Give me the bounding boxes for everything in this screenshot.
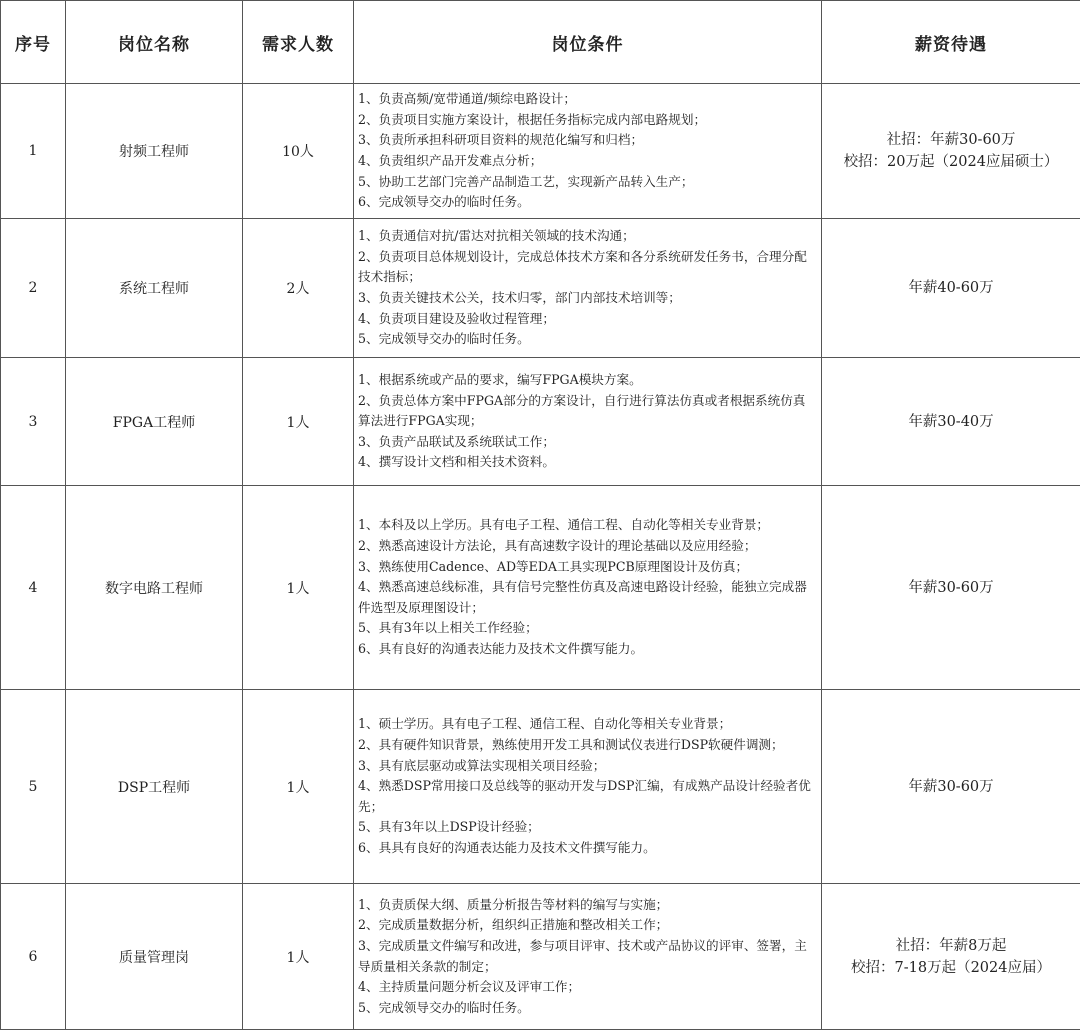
row-conditions xyxy=(354,486,822,690)
condition-item: 4、撰写设计文档和相关技术资料。 xyxy=(358,452,817,473)
row-position-name: 系统工程师 xyxy=(66,219,243,358)
condition-item: 5、完成领导交办的临时任务。 xyxy=(358,998,817,1019)
condition-item: 3、熟练使用Cadence、AD等EDA工具实现PCB原理图设计及仿真； xyxy=(358,557,817,578)
salary-line: 年薪30-60万 xyxy=(822,776,1080,798)
salary-line: 校招：7-18万起（2024应届） xyxy=(822,957,1080,979)
condition-item: 6、具有良好的沟通表达能力及技术文件撰写能力。 xyxy=(358,639,817,660)
row-headcount: 1人 xyxy=(243,486,354,690)
salary-line: 校招：20万起（2024应届硕士） xyxy=(822,151,1080,173)
condition-item: 4、主持质量问题分析会议及评审工作； xyxy=(358,977,817,998)
condition-item: 4、负责项目建设及验收过程管理； xyxy=(358,309,817,330)
row-no: 1 xyxy=(1,84,66,219)
row-headcount: 1人 xyxy=(243,690,354,884)
row-salary xyxy=(822,358,1080,486)
condition-item: 5、完成领导交办的临时任务。 xyxy=(358,329,817,350)
header-conditions: 岗位条件 xyxy=(354,1,822,84)
table-body xyxy=(1,84,1080,1030)
condition-item: 6、完成领导交办的临时任务。 xyxy=(358,192,817,213)
row-conditions xyxy=(354,884,822,1030)
condition-item: 2、具有硬件知识背景，熟练使用开发工具和测试仪表进行DSP软硬件调测； xyxy=(358,735,817,756)
condition-item: 1、负责高频/宽带通道/频综电路设计； xyxy=(358,89,817,110)
row-salary xyxy=(822,84,1080,219)
row-no: 5 xyxy=(1,690,66,884)
condition-item: 3、负责所承担科研项目资料的规范化编写和归档； xyxy=(358,130,817,151)
header-name: 岗位名称 xyxy=(66,1,243,84)
condition-item: 2、负责项目总体规划设计，完成总体技术方案和各分系统研发任务书，合理分配技术指标； xyxy=(358,247,817,288)
condition-item: 2、负责总体方案中FPGA部分的方案设计，自行进行算法仿真或者根据系统仿真算法进行FPGA实现； xyxy=(358,391,817,432)
condition-item: 5、协助工艺部门完善产品制造工艺，实现新产品转入生产； xyxy=(358,172,817,193)
row-conditions xyxy=(354,84,822,219)
row-salary xyxy=(822,884,1080,1030)
row-no: 4 xyxy=(1,486,66,690)
header-row xyxy=(1,1,1080,84)
condition-item: 2、负责项目实施方案设计，根据任务指标完成内部电路规划； xyxy=(358,110,817,131)
condition-item: 3、完成质量文件编写和改进，参与项目评审、技术或产品协议的评审、签署，主导质量相关条款的制定； xyxy=(358,936,817,977)
condition-item: 3、负责关键技术公关，技术归零，部门内部技术培训等； xyxy=(358,288,817,309)
table-row xyxy=(1,358,1080,486)
condition-item: 1、根据系统或产品的要求，编写FPGA模块方案。 xyxy=(358,370,817,391)
row-position-name: DSP工程师 xyxy=(66,690,243,884)
table-row xyxy=(1,84,1080,219)
row-headcount: 1人 xyxy=(243,358,354,486)
condition-item: 1、硕士学历。具有电子工程、通信工程、自动化等相关专业背景； xyxy=(358,714,817,735)
salary-line: 社招：年薪30-60万 xyxy=(822,129,1080,151)
table-row xyxy=(1,690,1080,884)
salary-line: 年薪30-60万 xyxy=(822,577,1080,599)
row-salary xyxy=(822,486,1080,690)
row-headcount: 1人 xyxy=(243,884,354,1030)
row-position-name: 射频工程师 xyxy=(66,84,243,219)
condition-item: 4、负责组织产品开发难点分析； xyxy=(358,151,817,172)
row-no: 6 xyxy=(1,884,66,1030)
condition-item: 1、负责质保大纲、质量分析报告等材料的编写与实施； xyxy=(358,895,817,916)
row-headcount: 10人 xyxy=(243,84,354,219)
table-row xyxy=(1,219,1080,358)
salary-line: 年薪30-40万 xyxy=(822,411,1080,433)
condition-item: 4、熟悉高速总线标准，具有信号完整性仿真及高速电路设计经验，能独立完成器件选型及原理图设计； xyxy=(358,577,817,618)
row-no: 3 xyxy=(1,358,66,486)
condition-item: 3、负责产品联试及系统联试工作； xyxy=(358,432,817,453)
header-salary: 薪资待遇 xyxy=(822,1,1080,84)
condition-item: 1、本科及以上学历。具有电子工程、通信工程、自动化等相关专业背景； xyxy=(358,515,817,536)
condition-item: 2、熟悉高速设计方法论，具有高速数字设计的理论基础以及应用经验； xyxy=(358,536,817,557)
condition-item: 5、具有3年以上相关工作经验； xyxy=(358,618,817,639)
row-salary xyxy=(822,219,1080,358)
row-position-name: FPGA工程师 xyxy=(66,358,243,486)
salary-line: 年薪40-60万 xyxy=(822,277,1080,299)
row-position-name: 质量管理岗 xyxy=(66,884,243,1030)
table-row xyxy=(1,884,1080,1030)
row-no: 2 xyxy=(1,219,66,358)
row-conditions xyxy=(354,219,822,358)
table-row xyxy=(1,486,1080,690)
header-no: 序号 xyxy=(1,1,66,84)
row-headcount: 2人 xyxy=(243,219,354,358)
row-conditions xyxy=(354,690,822,884)
row-position-name: 数字电路工程师 xyxy=(66,486,243,690)
header-count: 需求人数 xyxy=(243,1,354,84)
condition-item: 2、完成质量数据分析，组织纠正措施和整改相关工作； xyxy=(358,915,817,936)
row-salary xyxy=(822,690,1080,884)
condition-item: 4、熟悉DSP常用接口及总线等的驱动开发与DSP汇编，有成熟产品设计经验者优先； xyxy=(358,776,817,817)
condition-item: 6、具具有良好的沟通表达能力及技术文件撰写能力。 xyxy=(358,838,817,859)
condition-item: 3、具有底层驱动或算法实现相关项目经验； xyxy=(358,756,817,777)
salary-line: 社招：年薪8万起 xyxy=(822,935,1080,957)
row-conditions xyxy=(354,358,822,486)
condition-item: 1、负责通信对抗/雷达对抗相关领域的技术沟通； xyxy=(358,226,817,247)
condition-item: 5、具有3年以上DSP设计经验； xyxy=(358,817,817,838)
